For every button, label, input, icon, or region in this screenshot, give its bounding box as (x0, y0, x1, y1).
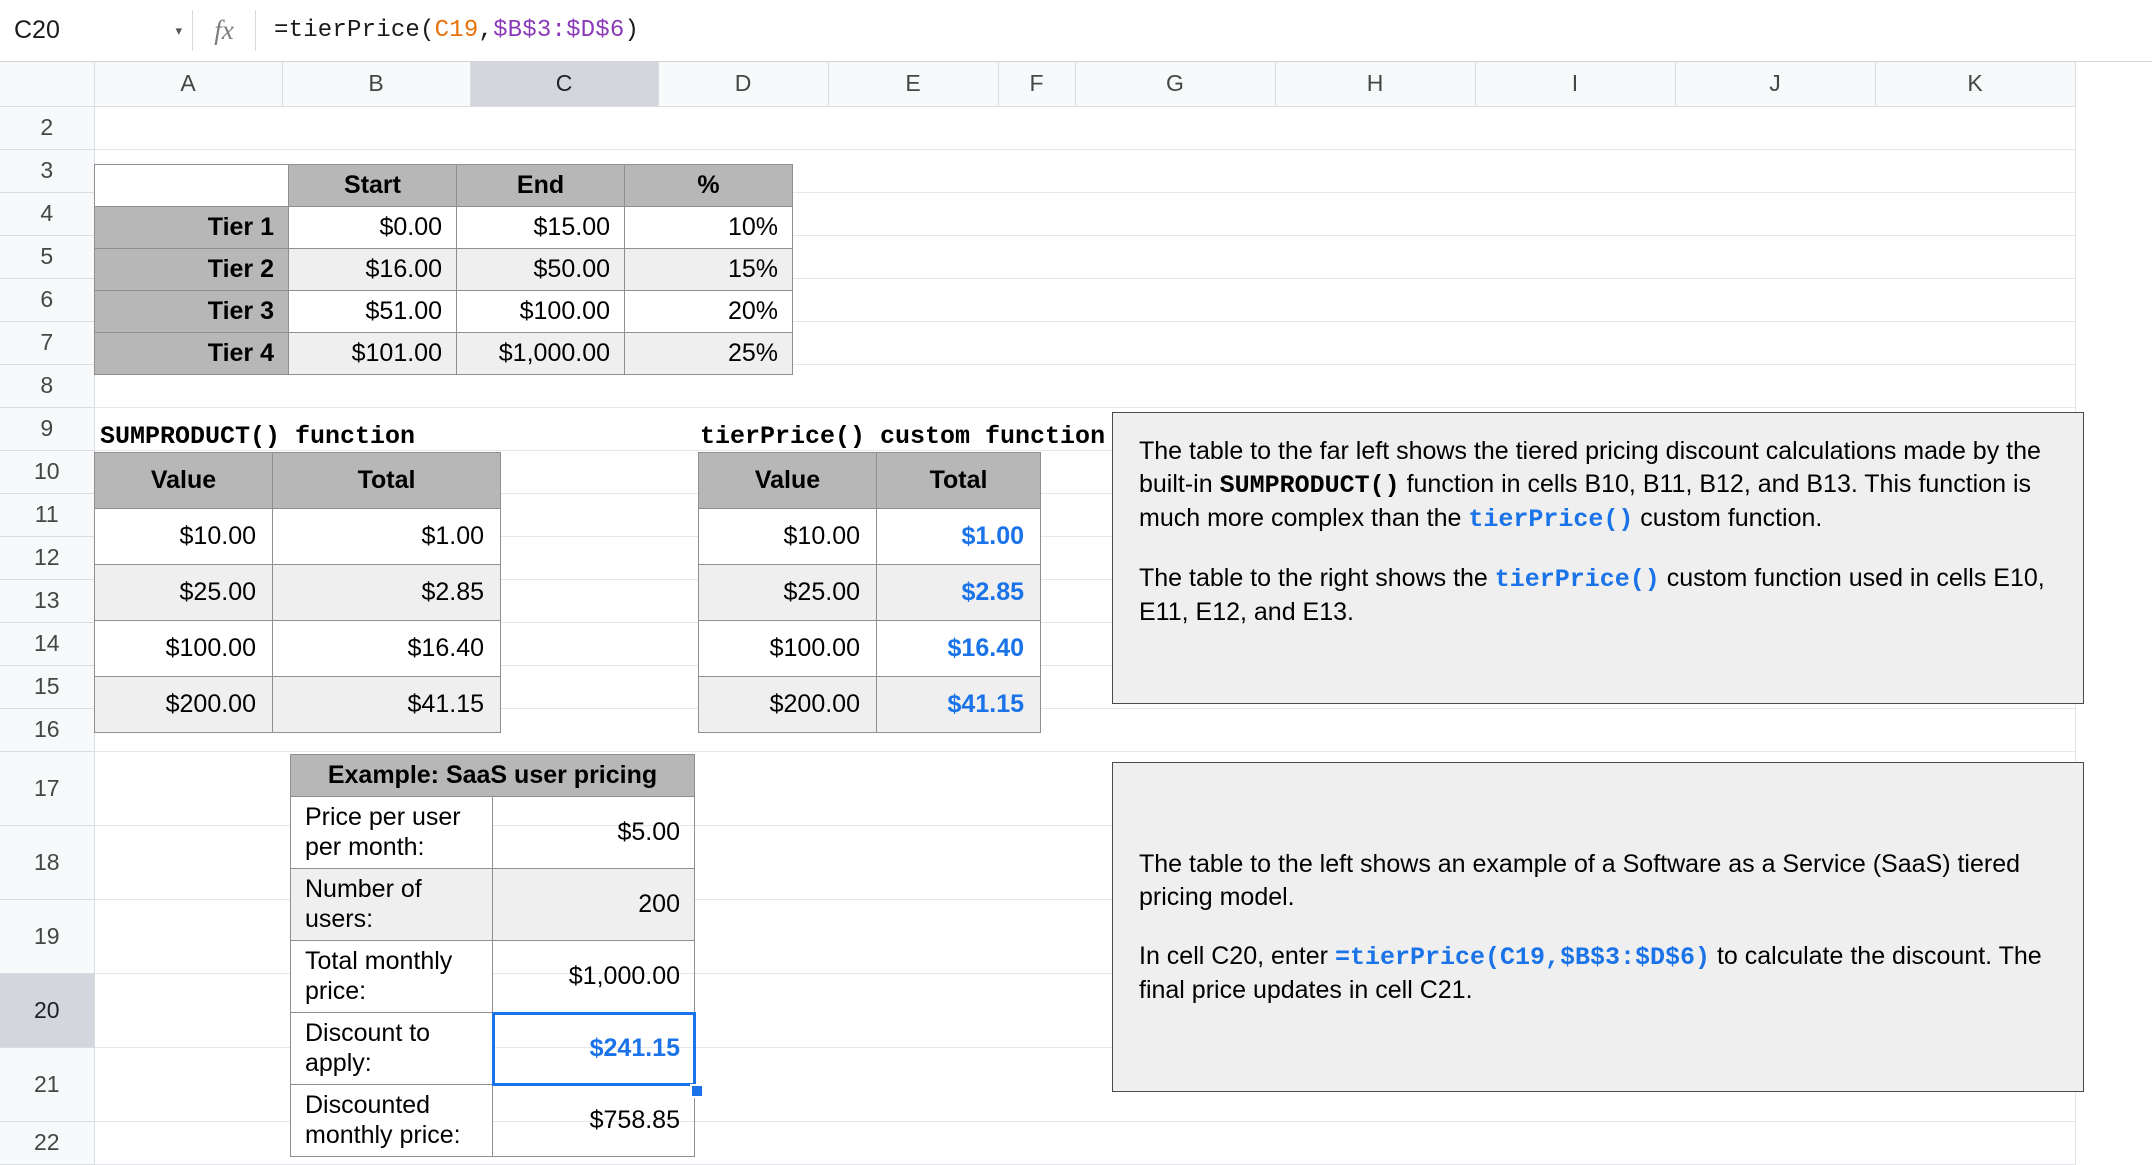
saas-label[interactable]: Price per user per month: (291, 797, 493, 869)
table-row (291, 755, 695, 797)
table-row (95, 207, 793, 249)
tierprice-value[interactable]: $100.00 (699, 621, 877, 677)
table-row (95, 333, 793, 375)
note-top-code-sumproduct: SUMPRODUCT() (1219, 471, 1400, 500)
row-header-17[interactable]: 17 (0, 751, 94, 825)
note-bottom-p2a: In cell C20, enter (1139, 941, 1335, 970)
row-header-19[interactable]: 19 (0, 899, 94, 973)
tier-pct[interactable]: 25% (625, 333, 793, 375)
table-row (95, 165, 793, 207)
row-header-3[interactable]: 3 (0, 149, 94, 192)
tier-label[interactable]: Tier 3 (95, 291, 289, 333)
row-header-7[interactable]: 7 (0, 321, 94, 364)
row-header-2[interactable]: 2 (0, 106, 94, 149)
note-top-paragraph-2 (1139, 562, 2057, 629)
formula-arg-cell: C19 (434, 17, 479, 44)
saas-label[interactable]: Number of users: (291, 869, 493, 941)
column-header-K[interactable]: K (1875, 62, 2075, 106)
note-bottom-paragraph-2 (1139, 940, 2057, 1007)
note-top-paragraph-1 (1139, 435, 2057, 536)
table-row (95, 453, 501, 509)
table-row (699, 509, 1041, 565)
table-row (699, 565, 1041, 621)
table-row (291, 869, 695, 941)
column-header-H[interactable]: H (1275, 62, 1475, 106)
name-box-value: C20 (14, 16, 60, 44)
table-row (95, 565, 501, 621)
tier-start[interactable]: $101.00 (289, 333, 457, 375)
formula-input[interactable] (256, 0, 2152, 61)
note-top-p2a: The table to the right shows the (1139, 564, 1495, 592)
formula-prefix: =tierPrice( (274, 17, 435, 44)
table-row (291, 941, 695, 1013)
sumproduct-total[interactable]: $2.85 (273, 565, 501, 621)
table-row (95, 677, 501, 733)
tier-label[interactable]: Tier 4 (95, 333, 289, 375)
table-row (95, 509, 501, 565)
saas-value[interactable]: $5.00 (493, 797, 695, 869)
column-header-E[interactable]: E (828, 62, 998, 106)
note-top-p1c: custom function. (1633, 504, 1823, 532)
tierprice-value[interactable]: $25.00 (699, 565, 877, 621)
sumproduct-total[interactable]: $16.40 (273, 621, 501, 677)
sumproduct-value[interactable]: $200.00 (95, 677, 273, 733)
chevron-down-icon[interactable]: ▾ (175, 22, 182, 38)
sumproduct-table[interactable] (94, 452, 501, 733)
tier-header-pct[interactable]: % (625, 165, 793, 207)
tier-label[interactable]: Tier 1 (95, 207, 289, 249)
row-header-22[interactable]: 22 (0, 1121, 94, 1164)
table-row (699, 453, 1041, 509)
note-bottom-p2b: to calculate the discount. The final price updates in cell C21. (1139, 941, 2042, 1004)
column-header-A[interactable]: A (94, 62, 282, 106)
saas-title[interactable]: Example: SaaS user pricing (291, 755, 695, 797)
grid-cells[interactable] (94, 106, 2075, 149)
saas-value[interactable]: $1,000.00 (493, 941, 695, 1013)
note-top-p1b: function in cells B10, B11, B12, and B13. This function is much more complex than the (1139, 470, 2032, 532)
fx-icon[interactable] (193, 0, 255, 61)
tier-header-blank[interactable] (95, 165, 289, 207)
name-box[interactable] (0, 0, 192, 61)
tier-header-end[interactable]: End (457, 165, 625, 207)
tierprice-total[interactable]: $1.00 (877, 509, 1041, 565)
tier-end[interactable]: $100.00 (457, 291, 625, 333)
sumproduct-total[interactable]: $1.00 (273, 509, 501, 565)
formula-comma: , (478, 17, 494, 44)
sumproduct-header-value[interactable]: Value (95, 453, 273, 509)
sumproduct-caption: SUMPRODUCT() function (100, 422, 416, 451)
note-top-p1a: The table to the far left shows the tiered pricing discount calculations made by the built-in (1139, 437, 2041, 498)
saas-label[interactable]: Discount to apply: (291, 1013, 493, 1085)
formula-bar (0, 0, 2152, 62)
row-header-14[interactable]: 14 (0, 622, 94, 665)
tier-pricing-table[interactable] (94, 164, 793, 375)
table-row (291, 1013, 695, 1085)
tierprice-table[interactable] (698, 452, 1041, 733)
row-header-10[interactable]: 10 (0, 450, 94, 493)
sumproduct-total[interactable]: $41.15 (273, 677, 501, 733)
saas-example-table[interactable] (290, 754, 695, 1157)
column-header-C[interactable]: C (470, 62, 658, 106)
sumproduct-header-total[interactable]: Total (273, 453, 501, 509)
selection-fill-handle[interactable] (690, 1084, 704, 1098)
table-row (699, 621, 1041, 677)
row-header-20[interactable]: 20 (0, 973, 94, 1047)
saas-value[interactable]: 200 (493, 869, 695, 941)
table-row (291, 1085, 695, 1157)
formula-arg-range: $B$3:$D$6 (493, 17, 625, 44)
tier-start[interactable]: $0.00 (289, 207, 457, 249)
tierprice-header-total[interactable]: Total (877, 453, 1041, 509)
column-header-I[interactable]: I (1475, 62, 1675, 106)
row-header-15[interactable]: 15 (0, 665, 94, 708)
column-header-J[interactable]: J (1675, 62, 1875, 106)
table-row (699, 677, 1041, 733)
tier-pct[interactable]: 10% (625, 207, 793, 249)
spreadsheet-grid[interactable] (0, 62, 2152, 1165)
row-header-21[interactable]: 21 (0, 1047, 94, 1121)
tier-pct[interactable]: 20% (625, 291, 793, 333)
tierprice-caption: tierPrice() custom function (700, 422, 1106, 451)
row-header-13[interactable]: 13 (0, 579, 94, 622)
tier-label[interactable]: Tier 2 (95, 249, 289, 291)
note-bottom-code-formula: =tierPrice(C19,$B$3:$D$6) (1334, 942, 1710, 972)
row-header-16[interactable]: 16 (0, 708, 94, 751)
saas-label[interactable]: Discounted monthly price: (291, 1085, 493, 1157)
row-header-8[interactable]: 8 (0, 364, 94, 407)
note-box-top (1112, 412, 2084, 704)
note-box-bottom (1112, 762, 2084, 1092)
table-row (95, 621, 501, 677)
tierprice-value[interactable]: $10.00 (699, 509, 877, 565)
tierprice-total[interactable]: $41.15 (877, 677, 1041, 733)
tier-header-start[interactable]: Start (289, 165, 457, 207)
tierprice-value[interactable]: $200.00 (699, 677, 877, 733)
column-header-row (0, 62, 2075, 106)
row-header-4[interactable]: 4 (0, 192, 94, 235)
note-top-code-tierprice-2: tierPrice() (1494, 565, 1660, 594)
fx-label: fx (214, 15, 234, 45)
column-header-F[interactable]: F (998, 62, 1075, 106)
tier-end[interactable]: $50.00 (457, 249, 625, 291)
row-header-11[interactable]: 11 (0, 493, 94, 536)
note-top-p2b: custom function used in cells E10, E11, E12, and E13. (1139, 564, 2045, 626)
column-header-B[interactable]: B (282, 62, 470, 106)
tier-pct[interactable]: 15% (625, 249, 793, 291)
sumproduct-value[interactable]: $10.00 (95, 509, 273, 565)
row-header-6[interactable]: 6 (0, 278, 94, 321)
tier-start[interactable]: $16.00 (289, 249, 457, 291)
saas-label[interactable]: Total monthly price: (291, 941, 493, 1013)
row-header-18[interactable]: 18 (0, 825, 94, 899)
tier-end[interactable]: $15.00 (457, 207, 625, 249)
row-header-12[interactable]: 12 (0, 536, 94, 579)
row-header-5[interactable]: 5 (0, 235, 94, 278)
row-header-9[interactable]: 9 (0, 407, 94, 450)
column-header-D[interactable]: D (658, 62, 828, 106)
select-all-corner[interactable] (0, 62, 94, 106)
formula-suffix: ) (624, 17, 640, 44)
saas-value-selected[interactable]: $241.15 (493, 1013, 695, 1085)
note-top-code-tierprice-1: tierPrice() (1468, 505, 1634, 534)
tier-start[interactable]: $51.00 (289, 291, 457, 333)
tierprice-total[interactable]: $2.85 (877, 565, 1041, 621)
tier-end[interactable]: $1,000.00 (457, 333, 625, 375)
grid-row (0, 106, 2075, 149)
table-row (95, 249, 793, 291)
saas-value[interactable]: $758.85 (493, 1085, 695, 1157)
sumproduct-value[interactable]: $25.00 (95, 565, 273, 621)
table-row (95, 291, 793, 333)
sumproduct-value[interactable]: $100.00 (95, 621, 273, 677)
tierprice-header-value[interactable]: Value (699, 453, 877, 509)
table-row (291, 797, 695, 869)
column-header-G[interactable]: G (1075, 62, 1275, 106)
tierprice-total[interactable]: $16.40 (877, 621, 1041, 677)
note-bottom-paragraph-1: The table to the left shows an example of a Software as a Service (SaaS) tiered pricing model. (1139, 849, 2021, 911)
